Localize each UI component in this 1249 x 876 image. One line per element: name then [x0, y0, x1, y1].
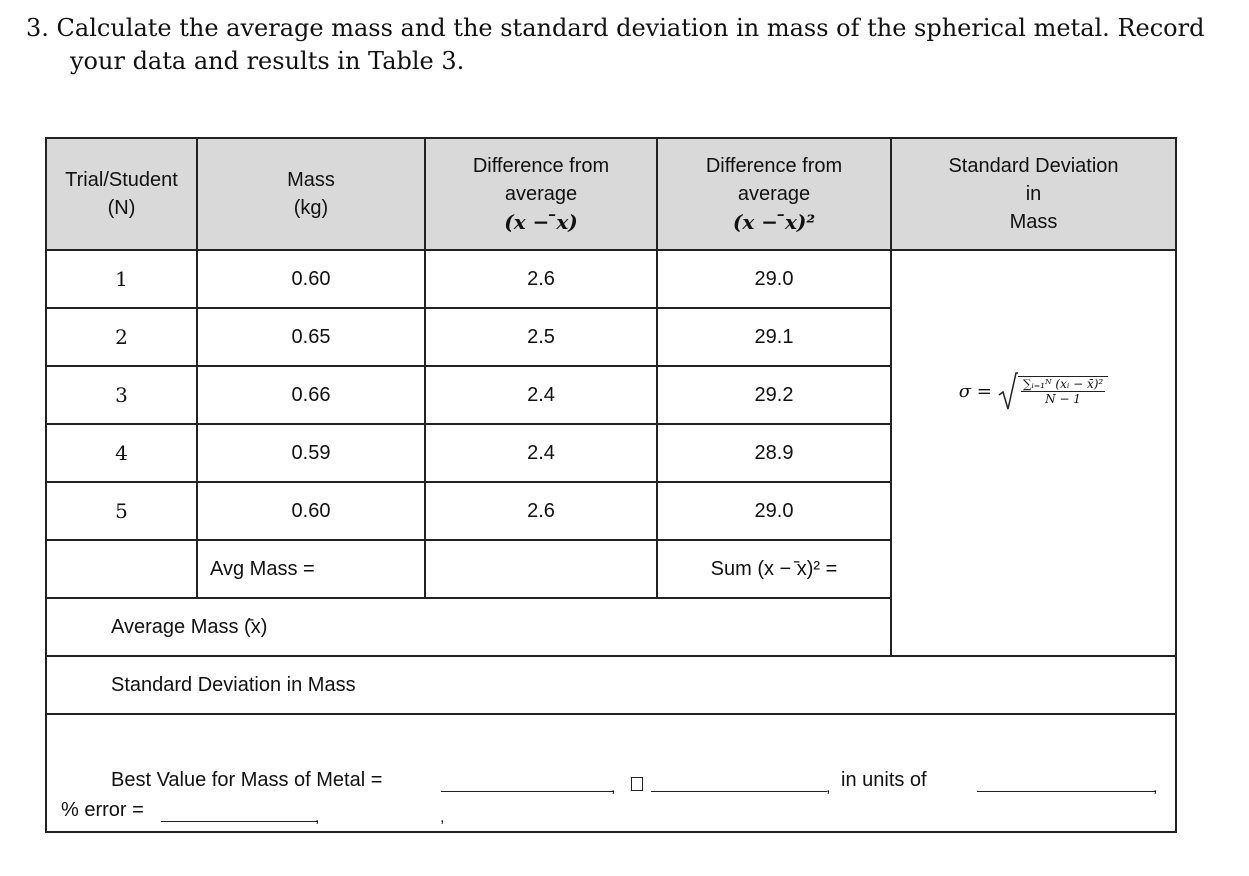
avg-mass-value-cell[interactable]	[425, 540, 657, 598]
header-diffsq-line-1: Difference from	[705, 155, 843, 177]
trial-number: 4	[46, 424, 197, 482]
trial-number: 1	[46, 250, 197, 308]
header-trial	[46, 138, 197, 250]
header-diffsq-line-2: average	[737, 183, 811, 205]
question-text	[26, 12, 1226, 78]
avg-mass-label: Avg Mass =	[197, 540, 425, 598]
best-value-cell	[46, 714, 1176, 832]
formula-denominator: N − 1	[1045, 392, 1081, 406]
checkbox-icon[interactable]	[631, 777, 643, 791]
comma: ,	[611, 779, 616, 796]
sqrt-icon	[998, 371, 1018, 411]
best-value-blank[interactable]	[441, 791, 613, 792]
diff-sq-cell[interactable]: 29.2	[657, 366, 891, 424]
header-mass-line-2: (kg)	[293, 197, 329, 219]
best-value-label: Best Value for Mass of Metal =	[111, 769, 383, 791]
totals-empty-cell	[46, 540, 197, 598]
diff-sq-cell[interactable]: 29.0	[657, 250, 891, 308]
uncertainty-blank[interactable]	[651, 791, 827, 792]
average-mass-label: Average Mass (̄x)	[46, 598, 891, 656]
diff-cell[interactable]: 2.5	[425, 308, 657, 366]
mass-cell[interactable]: 0.60	[197, 250, 425, 308]
diff-cell[interactable]: 2.6	[425, 250, 657, 308]
percent-error-label: % error =	[61, 799, 144, 821]
trial-number: 3	[46, 366, 197, 424]
header-std-line-2: in	[1025, 183, 1042, 205]
header-std-line-3: Mass	[1009, 211, 1058, 233]
header-std	[891, 138, 1176, 250]
data-table	[45, 137, 1177, 833]
std-mass-row	[46, 656, 1176, 714]
header-row	[46, 138, 1176, 250]
header-trial-line-1: Trial/Student	[65, 169, 178, 191]
std-mass-label: Standard Deviation in Mass	[46, 656, 1176, 714]
question-line-1: 3. Calculate the average mass and the standard deviation in mass of the spherical metal. Record	[26, 14, 1205, 42]
sum-label	[657, 540, 891, 598]
diff-sq-cell[interactable]: 28.9	[657, 424, 891, 482]
question-line-2: your data and results in Table 3.	[70, 47, 465, 75]
in-units-label: in units of	[841, 769, 927, 791]
header-diff-line-1: Difference from	[472, 155, 610, 177]
diff-sq-cell[interactable]: 29.1	[657, 308, 891, 366]
mass-cell[interactable]: 0.66	[197, 366, 425, 424]
mass-cell[interactable]: 0.60	[197, 482, 425, 540]
header-mass-line-1: Mass	[287, 169, 335, 191]
diff-cell[interactable]: 2.6	[425, 482, 657, 540]
table-row	[46, 250, 1176, 308]
header-diff-line-2: average	[504, 183, 578, 205]
comma: ,	[440, 809, 445, 826]
header-std-line-1: Standard Deviation	[948, 155, 1119, 177]
std-formula-cell	[891, 250, 1176, 656]
trial-number: 5	[46, 482, 197, 540]
sigma-symbol: σ =	[958, 380, 992, 402]
units-blank[interactable]	[977, 791, 1155, 792]
percent-error-blank[interactable]	[161, 821, 317, 822]
mass-cell[interactable]: 0.59	[197, 424, 425, 482]
best-value-area	[47, 715, 1175, 831]
mass-cell[interactable]: 0.65	[197, 308, 425, 366]
header-diff-sq	[657, 138, 891, 250]
trial-number: 2	[46, 308, 197, 366]
header-diffsq-formula: (x − ̄x)²	[732, 210, 816, 234]
sum-label-text: Sum (x − ̄x)² =	[710, 557, 838, 580]
header-diff	[425, 138, 657, 250]
diff-cell[interactable]: 2.4	[425, 424, 657, 482]
comma: ,	[315, 809, 320, 826]
header-trial-line-2: (N)	[107, 197, 136, 219]
header-mass	[197, 138, 425, 250]
diff-cell[interactable]: 2.4	[425, 366, 657, 424]
header-diff-formula: (x − ̄x)	[504, 210, 578, 234]
formula-numerator: ∑ᵢ₌₁ᴺ (xᵢ − x̄)²	[1022, 377, 1104, 391]
std-formula	[959, 371, 1108, 411]
formula-fraction	[1018, 376, 1108, 406]
best-value-row	[46, 714, 1176, 832]
comma: ,	[826, 779, 831, 796]
comma: ,	[1153, 779, 1158, 796]
diff-sq-cell[interactable]: 29.0	[657, 482, 891, 540]
